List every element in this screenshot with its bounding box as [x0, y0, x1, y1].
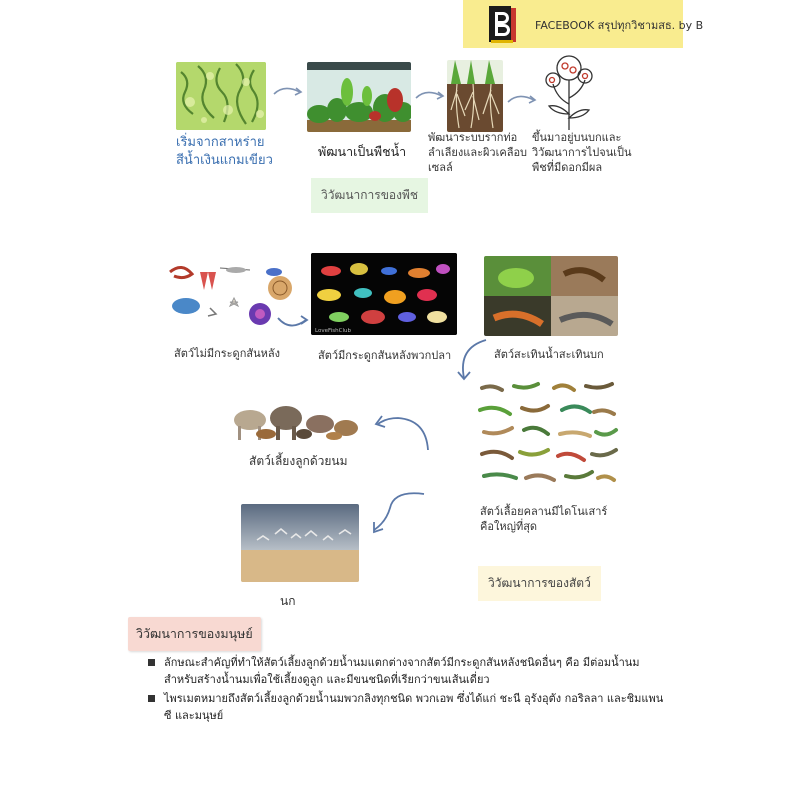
animal-section-label: วิวัฒนาการของสัตว์ [478, 566, 601, 601]
aquarium-plants-image [307, 62, 411, 132]
animal-step-4-label: สัตว์เลื้อยคลานมีไดโนเสาร์ คือใหญ่ที่สุด [480, 505, 608, 533]
plant-section-label: วิวัฒนาการของพืช [311, 178, 428, 213]
arrow-icon [276, 312, 310, 330]
animal-step-1-label: สัตว์ไม่มีกระดูกสันหลัง [174, 347, 280, 360]
human-bullet-list [140, 654, 670, 726]
plant-roots-image [447, 60, 503, 132]
animal-step-5-label: สัตว์เลี้ยงลูกด้วยนม [249, 454, 348, 468]
animal-step-3-label: สัตว์สะเทินน้ำสะเทินบก [494, 348, 604, 361]
fish-watermark: LoveFishClub [315, 328, 351, 334]
header-text: FACEBOOK สรุปทุกวิชามสธ. by B [535, 19, 704, 32]
arrow-icon [368, 488, 428, 536]
book-b-logo-icon [487, 4, 519, 44]
plant-step-4-label: ขึ้นมาอยู่บนบกและ วิวัฒนาการไปจนเป็น พืชที่มีดอกมีผล [532, 131, 632, 174]
bullet-square-icon [148, 695, 155, 702]
animal-step-6-label: นก [280, 594, 296, 608]
plant-step-3-label: พัฒนาระบบรากท่อ ลำเลียงและผิวเคลือบ เซลล์ [428, 131, 528, 174]
arrow-icon [506, 90, 538, 108]
arrow-icon [372, 404, 432, 454]
arrow-icon [454, 336, 490, 382]
arrow-icon [272, 82, 304, 100]
human-section-label: วิวัฒนาการของมนุษย์ [128, 617, 261, 651]
plant-step-2-label: พัฒนาเป็นพืชน้ำ [318, 144, 407, 159]
arrow-icon [414, 86, 446, 104]
animal-step-2-label: สัตว์มีกระดูกสันหลังพวกปลา [318, 349, 452, 362]
plant-step-1-label: เริ่มจากสาหร่าย สีน้ำเงินแกมเขียว [176, 135, 273, 168]
list-item: ไพรเมตหมายถึงสัตว์เลี้ยงลูกด้วยน้ำนมพวกลิงทุกชนิด พวกเอพ ซึ่งได้แก่ ชะนี อุรังอุตัง กอริลลา และชิมแพนซี และมนุษย์ [140, 690, 670, 724]
algae-image [176, 62, 266, 130]
mammals-image [230, 396, 362, 444]
flowering-plant-icon [540, 54, 598, 130]
reptiles-image [474, 380, 620, 490]
bullet-square-icon [148, 659, 155, 666]
fish-image [311, 253, 457, 335]
header-banner [463, 0, 704, 48]
birds-image [241, 504, 359, 582]
amphibians-image [484, 256, 618, 336]
list-item: ลักษณะสำคัญที่ทำให้สัตว์เลี้ยงลูกด้วยน้ำนมแตกต่างจากสัตว์มีกระดูกสันหลังชนิดอื่นๆ คือ มีต่อมน้ำนมสำหรับสร้างน้ำนมเพื่อใช้เลี้ยงดูลูก และมีขนชนิดที่เรียกว่าขนเส้นเดี่ยว [140, 654, 670, 688]
